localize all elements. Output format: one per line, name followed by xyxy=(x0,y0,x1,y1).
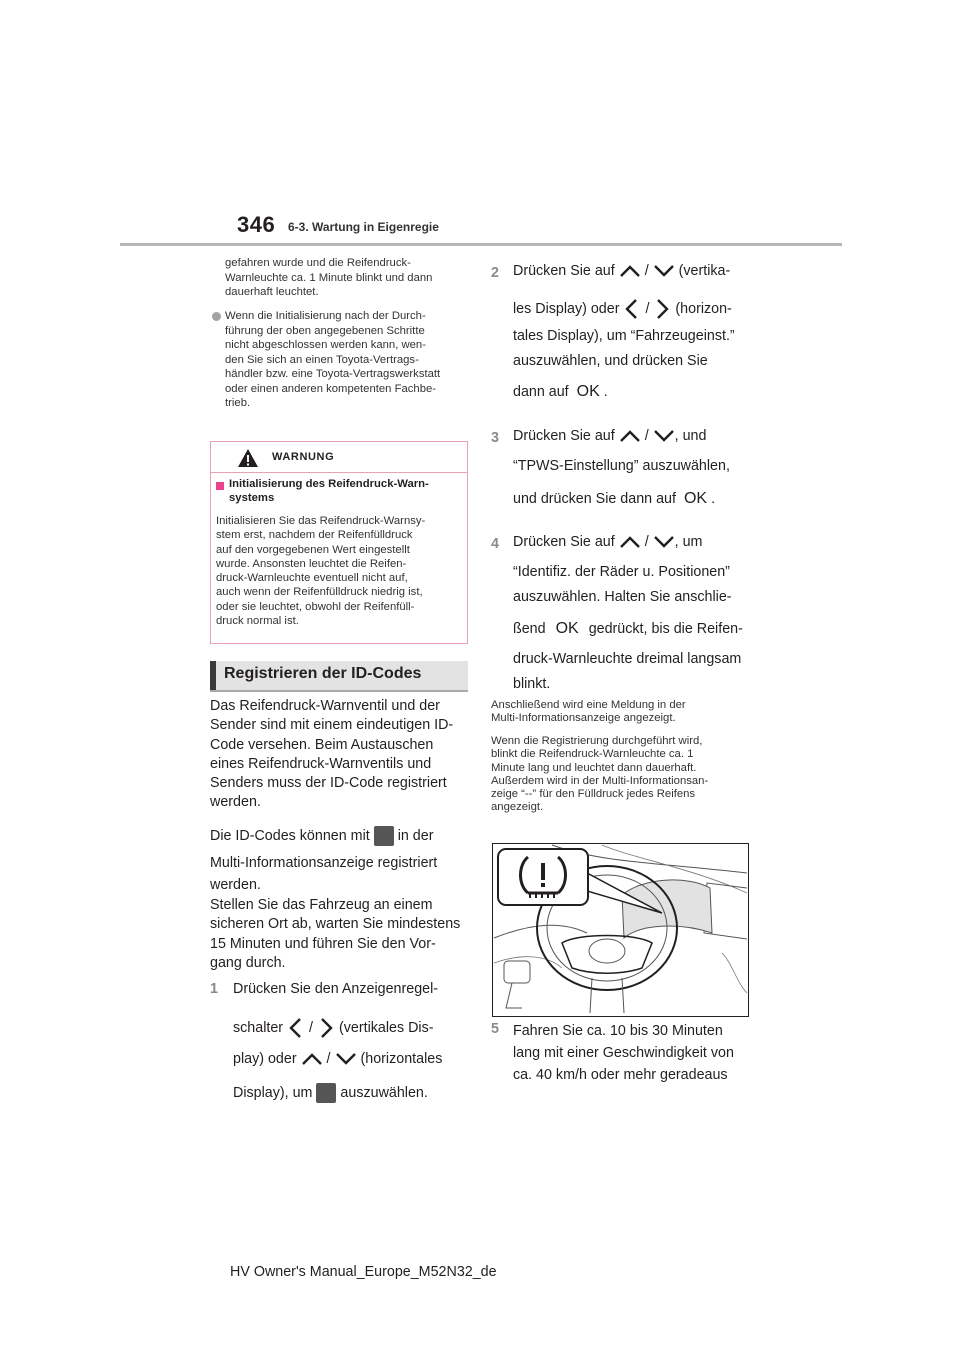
step2-line3: tales Display), um “Fahrzeugeinst.” xyxy=(513,328,735,344)
step-number-5: 5 xyxy=(491,1021,499,1037)
heading-rule xyxy=(210,690,468,692)
chevron-down-icon xyxy=(653,535,675,549)
step3-line2: “TPWS-Einstellung” auszuwählen, xyxy=(513,458,730,474)
step1-line1: Drücken Sie den Anzeigenregel- xyxy=(233,981,439,997)
chevron-down-icon xyxy=(653,429,675,443)
note-message: Anschließend wird eine Meldung in der Multi-Informationsanzeige angezeigt. xyxy=(491,699,686,725)
paragraph-settings: Die ID-Codes können mit in der xyxy=(210,825,433,847)
step5-text: Fahren Sie ca. 10 bis 30 Minuten lang mit einer Geschwindigkeit von ca. 40 km/h oder mehr geradeaus xyxy=(513,1023,734,1083)
section-title: 6-3. Wartung in Eigenregie xyxy=(288,220,439,234)
warning-header xyxy=(211,442,467,473)
tpws-dashboard-illustration xyxy=(492,843,749,1017)
section-heading xyxy=(210,661,468,690)
step4-line4: ßend OK gedrückt, bis die Reifen- xyxy=(513,620,743,637)
step4-line3: auszuwählen. Halten Sie anschlie- xyxy=(513,589,732,605)
warning-subtitle: Initialisierung des Reifendruck-Warn- systems xyxy=(229,478,429,504)
step3-line1: Drücken Sie auf / , und xyxy=(513,428,707,444)
chevron-down-icon xyxy=(335,1052,357,1066)
step-number-2: 2 xyxy=(491,265,499,281)
intro-text: gefahren wurde und die Reifendruck- Warnleuchte ca. 1 Minute blinkt und dann dauerhaft leuchtet. xyxy=(225,257,433,298)
note-registration: Wenn die Registrierung durchgeführt wird, blinkt die Reifendruck-Warnleuchte ca. 1 Minute lang und leuchtet dann dauerhaft. Außerdem wird in der Multi-Informationsan- zeige “--” für den Fülldruck jedes Reifens angezeigt. xyxy=(491,735,709,814)
step-number-1: 1 xyxy=(210,981,218,997)
warning-box xyxy=(210,441,468,644)
step2-line4: auszuwählen, und drücken Sie xyxy=(513,353,708,369)
chevron-left-icon xyxy=(287,1017,305,1039)
step1-line3: play) oder / (horizontales xyxy=(233,1051,443,1067)
chevron-up-icon xyxy=(619,535,641,549)
step3-line3: und drücken Sie dann auf OK . xyxy=(513,490,716,507)
step-number-4: 4 xyxy=(491,536,499,552)
warning-body: Initialisieren Sie das Reifendruck-Warnsy- stem erst, nachdem der Reifenfülldruck auf den vorgegebenen Wert eingestellt wurde. Ansonsten leuchtet die Reifen- druck-Warnleuchte eventuell nicht auf, auch wenn der Reifenfülldruck niedrig ist, oder sie leuchtet, obwohl der Reifenfüll- druck normal ist. xyxy=(216,515,426,628)
ok-button-icon: OK xyxy=(576,383,600,400)
paragraph-id-codes: Das Reifendruck-Warnventil und der Sender sind mit einem eindeutigen ID- Code versehen. Beim Austauschen eines Reifendruck-Warnventils und Senders muss der ID-Code registriert werden. xyxy=(210,698,454,811)
step4-line5: druck-Warnleuchte dreimal langsam xyxy=(513,651,742,667)
warning-triangle-icon xyxy=(237,448,259,468)
step2-line1: Drücken Sie auf / (vertika- xyxy=(513,263,731,279)
chevron-right-icon xyxy=(653,298,671,320)
chevron-left-icon xyxy=(623,298,641,320)
step4-line2: “Identifiz. der Räder u. Positionen” xyxy=(513,564,730,580)
step4-line1: Drücken Sie auf / , um xyxy=(513,534,703,550)
step1-line2: schalter / (vertikales Dis- xyxy=(233,1017,434,1039)
step4-line6: blinkt. xyxy=(513,676,551,692)
footer-text: HV Owner's Manual_Europe_M52N32_de xyxy=(230,1264,497,1280)
chevron-up-icon xyxy=(619,429,641,443)
chevron-up-icon xyxy=(301,1052,323,1066)
ok-button-icon: OK xyxy=(555,620,579,637)
step-number-3: 3 xyxy=(491,430,499,446)
heading-accent xyxy=(210,661,216,690)
step2-line5: dann auf OK . xyxy=(513,383,608,400)
chevron-up-icon xyxy=(619,264,641,278)
page-number: 346 xyxy=(237,212,276,237)
heading-text: Registrieren der ID-Codes xyxy=(224,665,422,682)
step1-line4: Display), um auszuwählen. xyxy=(233,1083,428,1103)
header-rule xyxy=(120,243,842,246)
settings-gear-icon xyxy=(316,1083,336,1103)
step2-line2: les Display) oder / (horizon- xyxy=(513,298,732,320)
chevron-right-icon xyxy=(317,1017,335,1039)
paragraph-settings-cont: Multi-Informationsanzeige registriert werden. xyxy=(210,855,438,893)
bullet-text: Wenn die Initialisierung nach der Durch- führung der oben angegebenen Schritte nicht abgeschlossen werden kann, wen- den Sie sich an einen Toyota-Vertrags- händler bzw. eine Toyota-Vertragswerkstatt oder einen anderen kompetenten Fachbe- trieb. xyxy=(225,310,441,409)
settings-gear-icon xyxy=(374,826,394,846)
ok-button-icon: OK xyxy=(683,490,708,507)
bullet-dot xyxy=(212,312,221,321)
warning-square-marker xyxy=(216,482,224,490)
warning-title: WARNUNG xyxy=(272,451,335,463)
chevron-down-icon xyxy=(653,264,675,278)
paragraph-park: Stellen Sie das Fahrzeug an einem sicheren Ort ab, warten Sie mindestens 15 Minuten und führen Sie den Vor- gang durch. xyxy=(210,897,461,971)
